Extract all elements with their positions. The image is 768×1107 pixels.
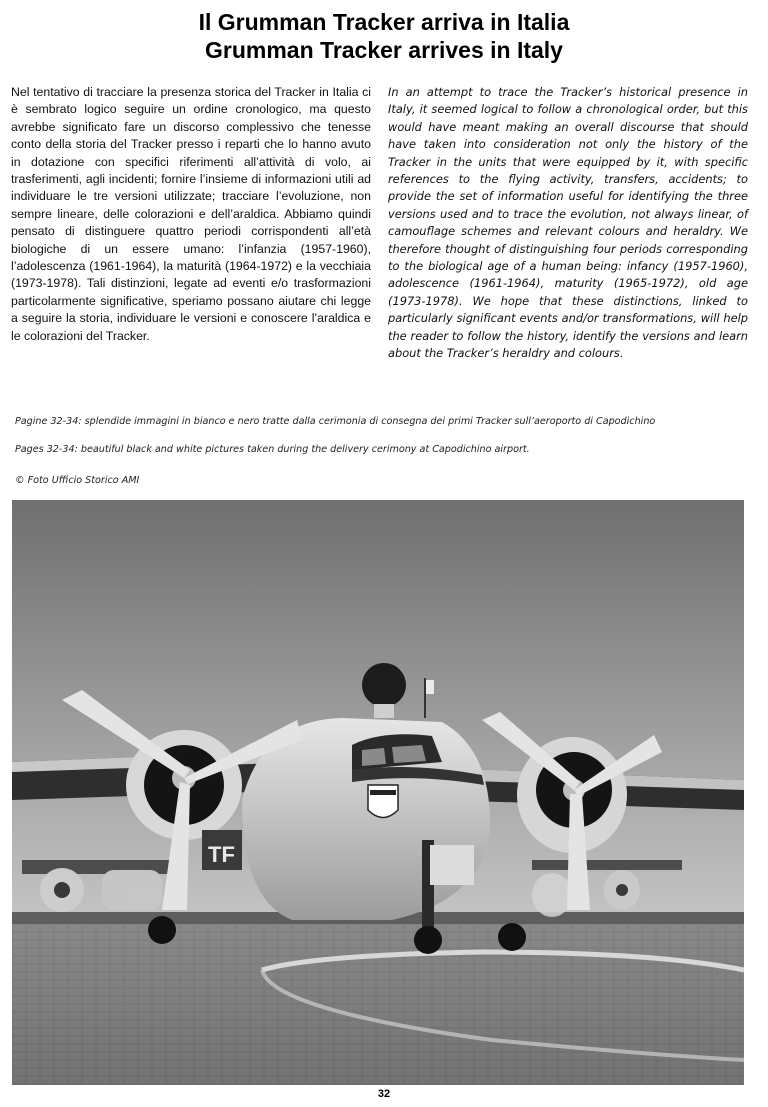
caption-english: Pages 32-34: beautiful black and white pictures taken during the delivery cerimony at Capodichino airport. (15, 444, 530, 455)
caption-italian: Pagine 32-34: splendide immagini in bianco e nero tratte dalla cerimonia di consegna dei primi Tracker sull’aeroporto di Capodichino (15, 416, 656, 427)
english-text-column: In an attempt to trace the Tracker’s historical presence in Italy, it seemed logical to follow a chronological order, but this would have meant making an overall discourse that should have taken into consideration not only the history of the Tracker in the units that were equipped by it, with specific references to the flying activity, transfers, accidents; to provide the set of information useful for identifying the three versions used and to trace the evolution, not always linear, of camouflage schemes and relevant colours and heraldry. We therefore thought of distinguishing four periods corresponding to the biological age of a human being: infancy (1957-1960), adolescence (1961-1964), maturity (1965-1972), old age (1973-1978). We hope that these distinctions, linked to particularly significant events and/or transformations, will help the reader to follow the history, identify the versions and learn about the Tracker’s heraldry and colours. (388, 85, 748, 361)
photo-credit: © Foto Ufficio Storico AMI (15, 475, 140, 486)
italian-text-column: Nel tentativo di tracciare la presenza storica del Tracker in Italia ci è sembrato logico seguire un ordine cronologico, ma questo avrebbe significato fare un discorso complessivo che tenesse conto della storia del Tracker presso i reparti che lo hanno avuto in dotazione con specifici riferimenti all’attività di volo, ai trasferimenti, agli incidenti; fornire l’insieme di informazioni utili ad individuare le tre versioni utilizzate; tracciare l’evoluzione, non sempre lineare, delle colorazioni e dell’araldica. Abbiamo quindi pensato di distinguere quattro periodi corrispondenti all’età biologiche di un essere umano: l’infanzia (1957-1960), l’adolescenza (1961-1964), la maturità (1964-1972) e la vecchiaia (1973-1978). Tali distinzioni, legate ad eventi e/o trasformazioni particolarmente significative, speriamo possano aiutare chi legge a seguire la storia, individuare le versioni e conoscere l’araldica e le colorazioni del Tracker. (11, 85, 371, 343)
title-italian: Il Grumman Tracker arriva in Italia (198, 9, 570, 35)
title-block (0, 8, 768, 64)
title-english: Grumman Tracker arrives in Italy (205, 37, 563, 63)
page-number: 32 (377, 1088, 391, 1100)
aircraft-photo (12, 500, 744, 1085)
tail-code-label: TF (208, 842, 235, 867)
